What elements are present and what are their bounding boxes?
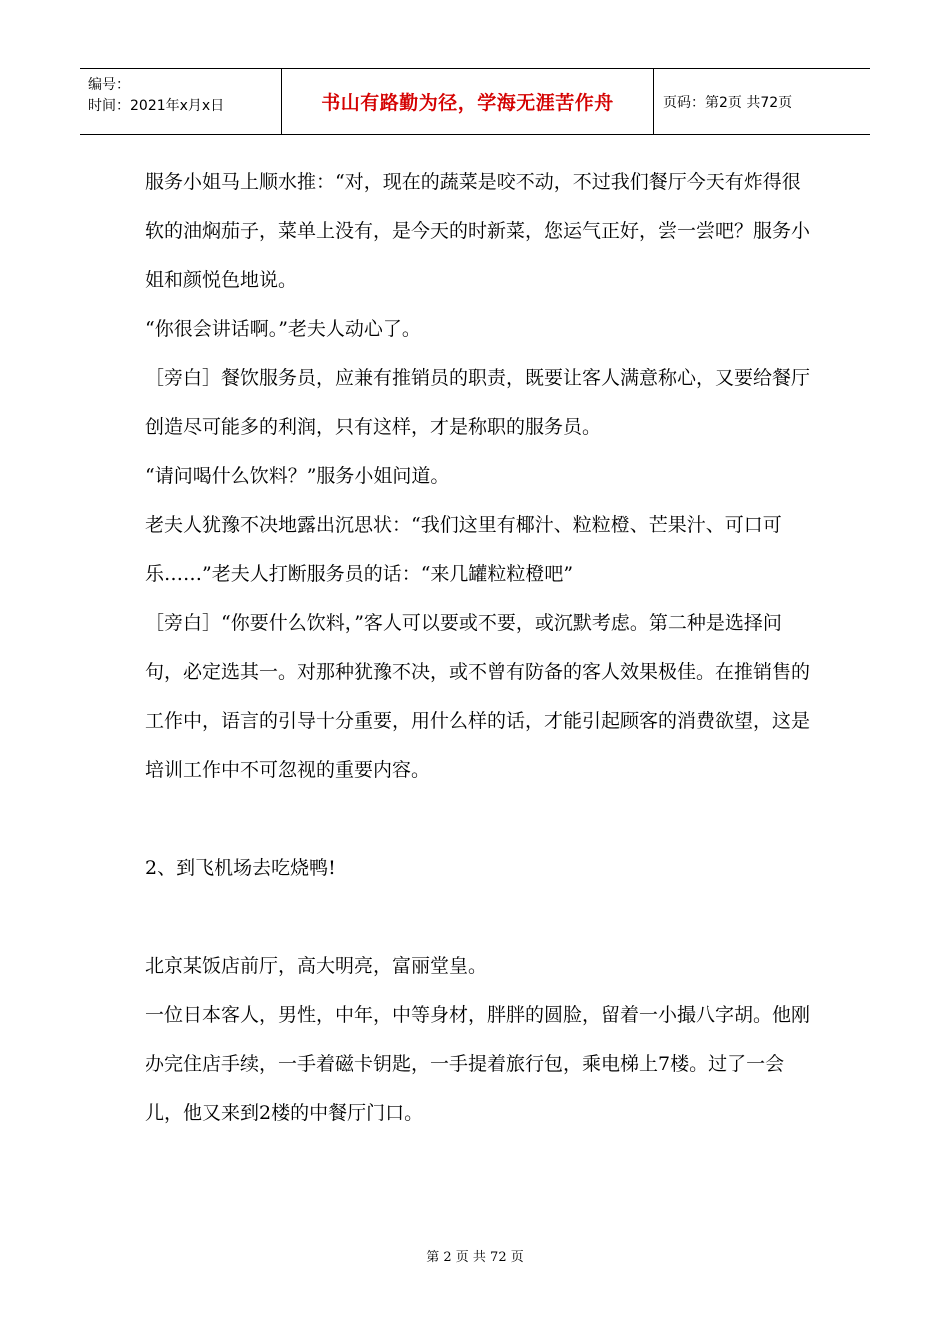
paragraph: 服务小姐马上顺水推：“对，现在的蔬菜是咬不动，不过我们餐厅今天有炸得很软的油焖茄子，菜单上没有，是今天的时新菜，您运气正好，尝一尝吧？服务小姐和颜悦色地说。: [145, 171, 811, 291]
section-heading: 2、到飞机场去吃烧鸭!: [145, 857, 336, 879]
paragraph: ［旁白］“你要什么饮料，”客人可以要或不要，或沉默考虑。第二种是选择问句，必定选其一。对那种犹豫不决，或不曾有防备的客人效果极佳。在推销售的工作中，语言的引导十分重要，用什么样的话，才能引起顾客的消费欲望，这是培训工作中不可忽视的重要内容。: [145, 612, 811, 781]
motto-text: 书山有路勤为径，学海无涯苦作舟: [321, 92, 614, 114]
page-header: [80, 68, 870, 135]
blank-line: [145, 795, 815, 844]
paragraph: “请问喝什么饮料？”服务小姐问道。: [145, 465, 450, 487]
paragraph: “你很会讲话啊。”老夫人动心了。: [145, 318, 421, 340]
date-label: 时间：2021年x月x日: [88, 98, 225, 114]
header-motto-cell: [282, 69, 654, 134]
page-info: 页码：第2页 共72页: [663, 94, 793, 111]
paragraph: 老夫人犹豫不决地露出沉思状：“我们这里有椰汁、粒粒橙、芒果汁、可口可乐……”老夫人打断服务员的话：“来几罐粒粒橙吧”: [145, 514, 782, 585]
paragraph: 一位日本客人，男性，中年，中等身材，胖胖的圆脸，留着一小撮八字胡。他刚办完住店手续，一手着磁卡钥匙，一手提着旅行包，乘电梯上7楼。过了一会儿，他又来到2楼的中餐厅门口。: [145, 1004, 811, 1124]
document-body: [145, 158, 815, 1138]
blank-line: [145, 893, 815, 942]
header-meta-cell: [80, 69, 282, 134]
header-page-cell: [654, 69, 870, 134]
paragraph: 北京某饭店前厅，高大明亮，富丽堂皇。: [145, 955, 488, 977]
page-footer: 第 2 页 共 72 页: [426, 1250, 524, 1265]
paragraph: ［旁白］餐饮服务员，应兼有推销员的职责，既要让客人满意称心，又要给餐厅创造尽可能多的利润，只有这样，才是称职的服务员。: [145, 367, 811, 438]
serial-number-label: 编号：: [88, 77, 130, 93]
